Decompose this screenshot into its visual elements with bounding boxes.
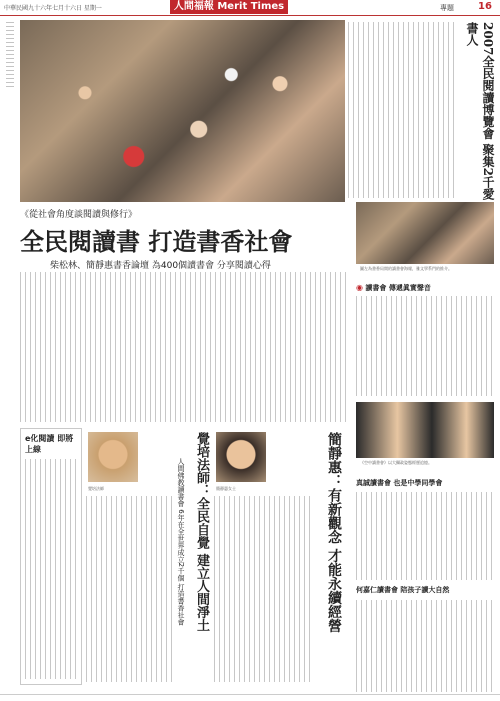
page-number: 16 — [478, 1, 492, 12]
footer-rule — [0, 694, 500, 695]
story-1-text — [356, 296, 494, 396]
top-story-text — [348, 22, 458, 198]
story-title-2: 真誠讀書會 也是中學同學會 — [356, 479, 443, 487]
hsing-headline: 覺培法師：全民自覺 建立人間淨土 — [194, 432, 209, 632]
group-photo — [356, 402, 494, 458]
kicker: 《從社會角度談閱讀與修行》 — [20, 210, 138, 220]
photo-caption-text — [6, 22, 14, 87]
hsing-portrait-caption: 覺培法師 — [88, 486, 104, 491]
booth-photo-caption: 圖左為書香局開的讀書會海報，雅文學系門的推介。 — [360, 266, 452, 271]
story-3-text — [356, 600, 494, 692]
jian-portrait — [216, 432, 266, 482]
eread-sidebox — [20, 428, 82, 685]
main-body-text — [20, 272, 350, 422]
crowd-photo — [20, 20, 345, 202]
subhead: 柴松林、簡靜惠書香論壇 為400個讀書會 分享閱讀心得 — [50, 261, 271, 271]
jian-portrait-caption: 簡靜惠女士 — [216, 486, 236, 491]
sidebox-title: e化閱讀 即將上線 — [25, 434, 74, 454]
story-title-1: ◉ 讀書會 傳遞眞實聲音 — [356, 283, 431, 292]
top-side-headline: 2007全民閱讀博覽會 聚集2千愛書人 — [465, 22, 495, 200]
hsing-portrait — [88, 432, 138, 482]
hsing-subhead: 人間佛教讀書會 6年在全世界成立2千個 打造書香社會 — [177, 458, 185, 626]
hsing-story-text — [86, 496, 172, 682]
sidebox-text — [25, 459, 77, 679]
page-header — [0, 0, 500, 16]
story-title-3: 何嘉仁讀書會 陪孩子讀大自然 — [356, 586, 450, 594]
main-headline: 全民閱讀書 打造書香社會 — [20, 227, 293, 256]
section-label: 專題 — [440, 4, 454, 12]
jian-headline: 簡靜惠：有新觀念 才能永續經營 — [326, 432, 342, 633]
story-2-text — [356, 492, 494, 580]
booth-photo — [356, 202, 494, 264]
globe-icon: ◉ — [356, 283, 363, 292]
group-photo-caption: 《空中讀書會》以大攝政姿態經歷追憶。 — [360, 460, 432, 465]
issue-date: 中華民國九十六年七月十六日 星期一 — [4, 5, 102, 12]
newspaper-logo: 人間福報 Merit Times — [170, 0, 288, 14]
jian-story-text — [214, 496, 314, 682]
